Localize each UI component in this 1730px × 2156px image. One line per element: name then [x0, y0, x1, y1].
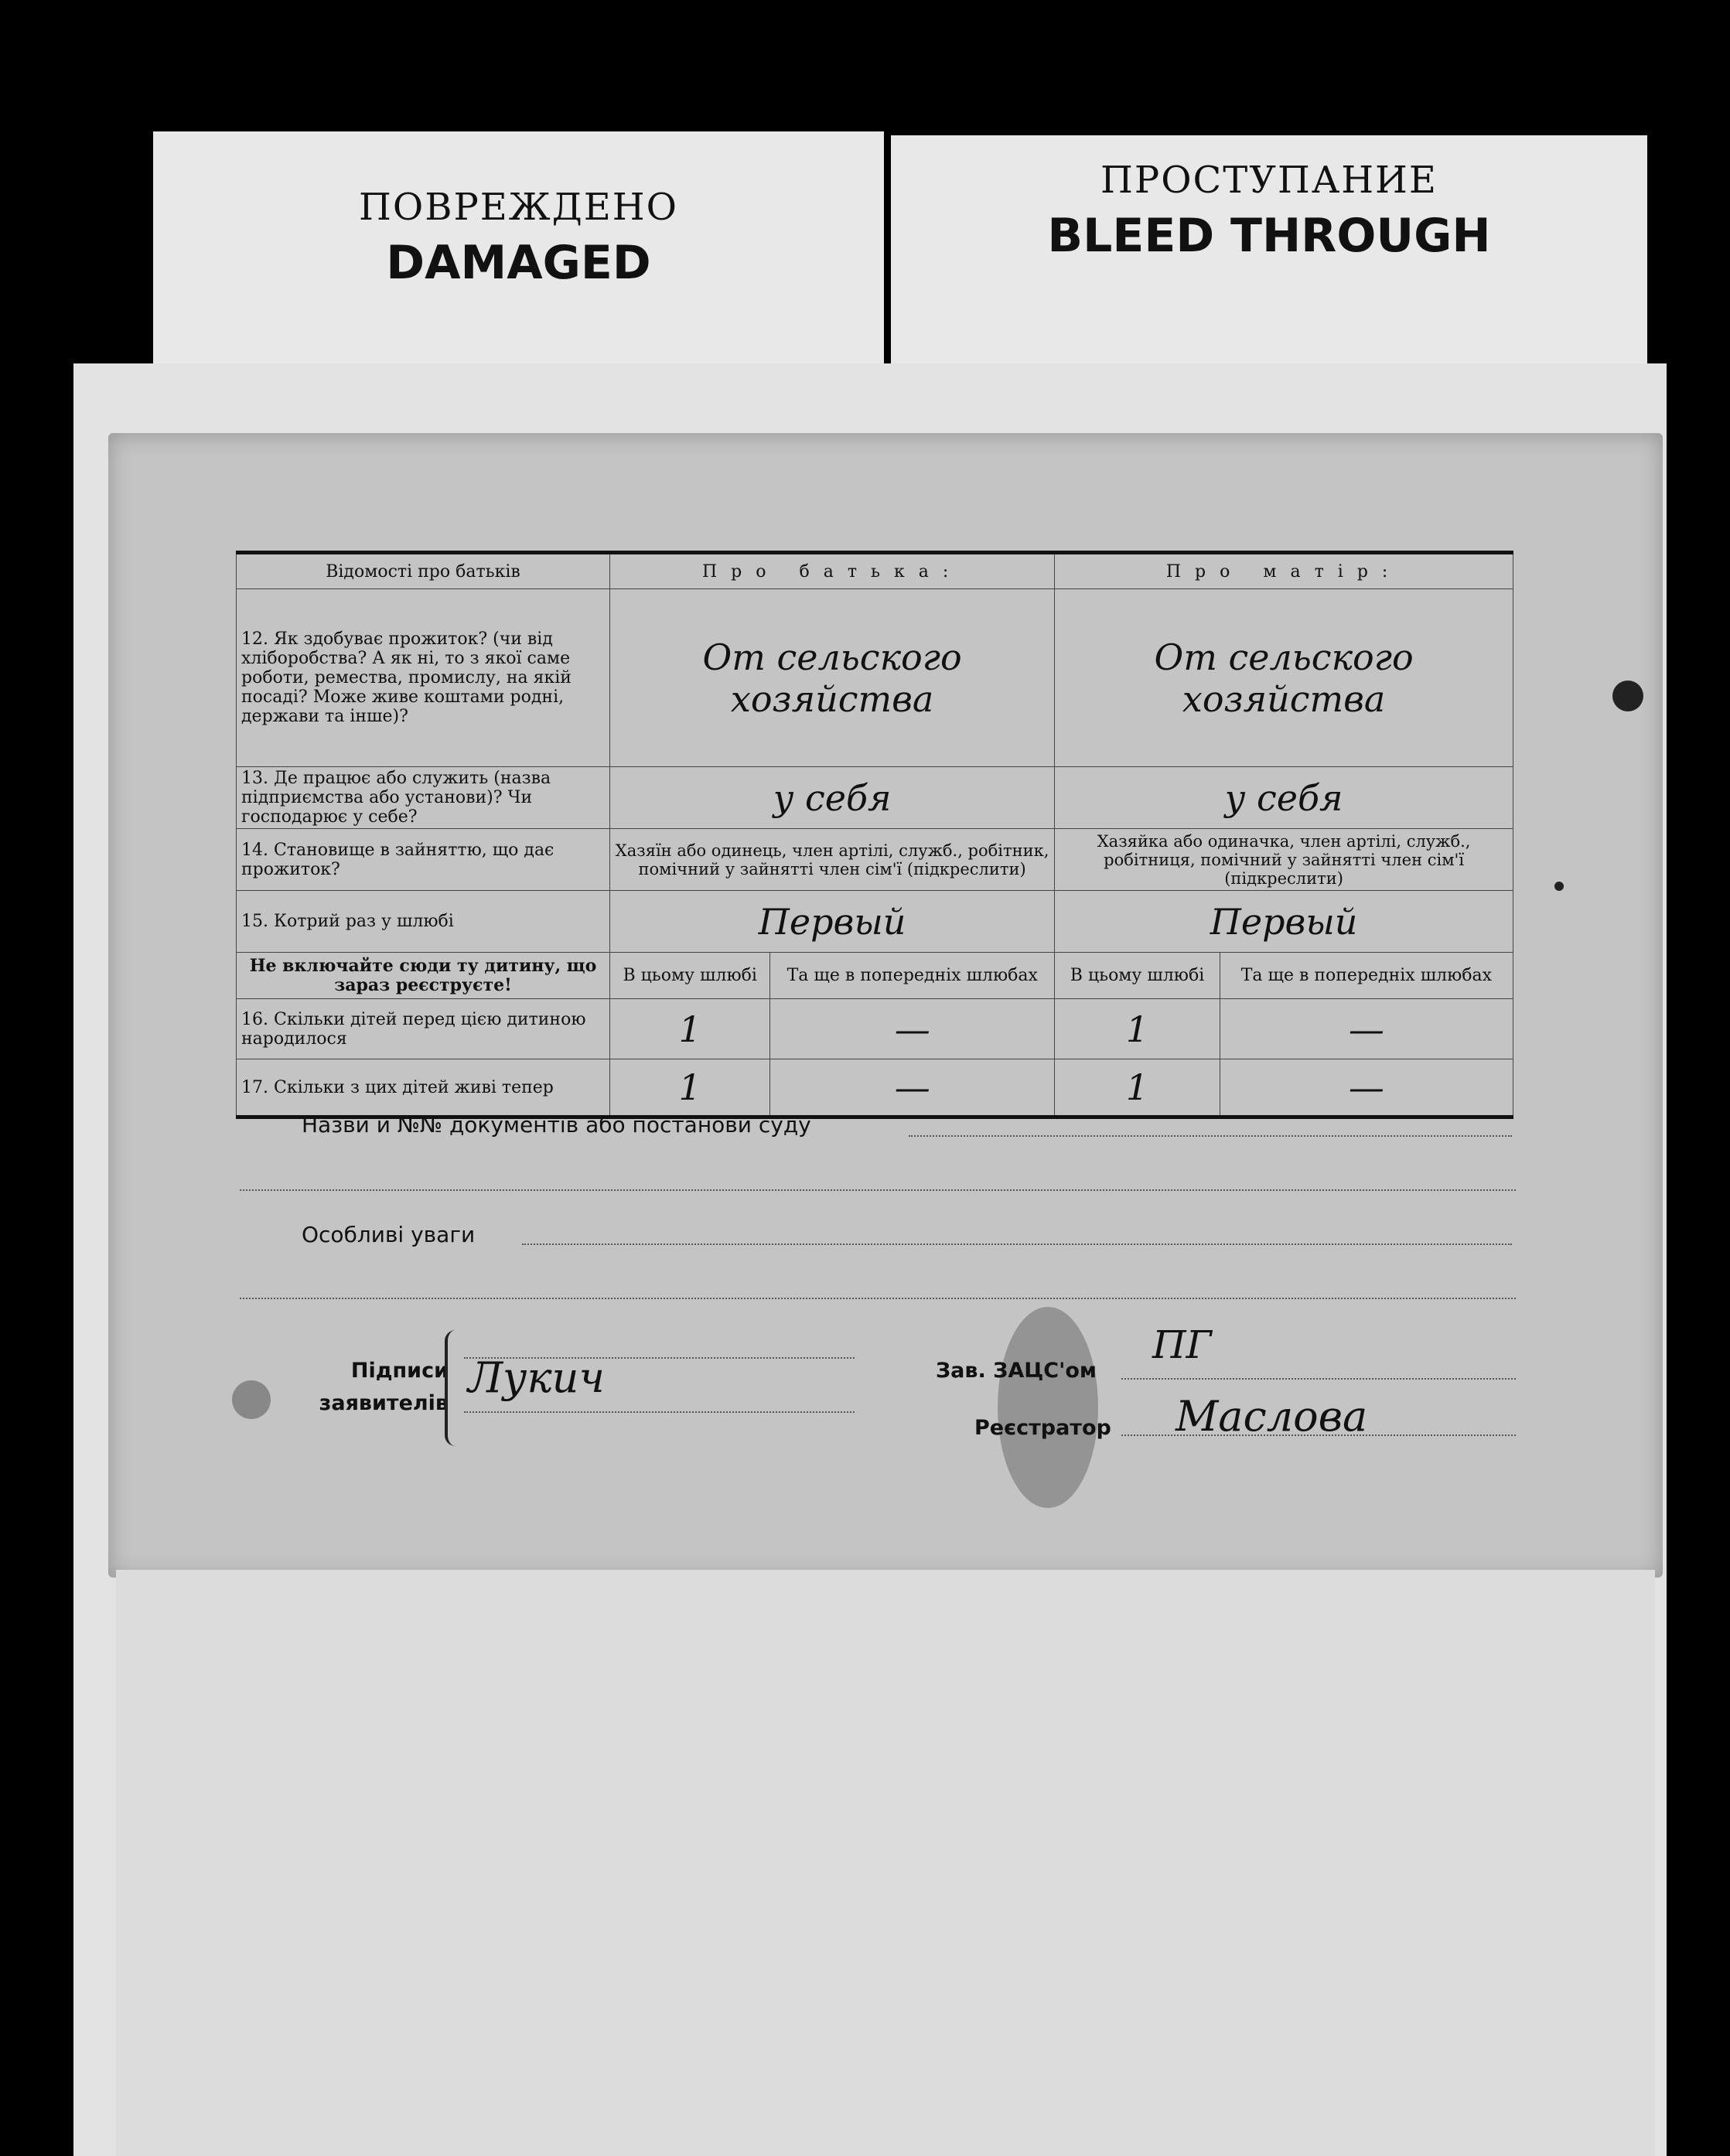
damaged-card [153, 131, 884, 387]
applicants-brace [445, 1330, 456, 1446]
registrar-label: Реєстратор [974, 1416, 1111, 1440]
applicant-line-2 [464, 1411, 855, 1413]
row15-mother: Первый [1055, 891, 1513, 953]
row13-mother: у себя [1055, 767, 1513, 829]
row12-father: От сельского хозяйства [610, 589, 1055, 767]
subheader-mother-previous: Та ще в попередніх шлюбах [1220, 953, 1513, 999]
form-lower-sheet [116, 1570, 1655, 2156]
row13-father: у себя [610, 767, 1055, 829]
row13-label: 13. Де працює або служить (назва підприємства або установи)? Чи господарює у себе? [237, 767, 610, 829]
row17-mother-this: 1 [1055, 1059, 1220, 1117]
applicants-label-line2: заявителів [319, 1391, 449, 1415]
damaged-card-en: DAMAGED [386, 236, 651, 290]
applicants-label [278, 1355, 449, 1420]
row14-father: Хазяїн або одинець, член артілі, служб., робітник, помічний у зайнятті член сім'ї (підкреслити) [610, 829, 1055, 891]
head-label: Зав. ЗАЦС'ом [936, 1359, 1097, 1383]
row16-mother-this: 1 [1055, 999, 1220, 1059]
stain-2 [232, 1380, 271, 1419]
remarks-line [522, 1243, 1512, 1245]
stain-1 [1612, 681, 1643, 711]
head-signature: ПГ [1152, 1322, 1212, 1367]
subheader-mother-this: В цьому шлюбі [1055, 953, 1220, 999]
header-mother: Про матір: [1055, 553, 1513, 589]
bleed-card-ru: ПРОСТУПАНИЕ [1100, 159, 1438, 202]
damaged-card-ru: ПОВРЕЖДЕНО [358, 186, 679, 229]
row14-label: 14. Становище в зайняттю, що дає прожиток? [237, 829, 610, 891]
subheader-warning: Не включайте сюди ту дитину, що зараз реєструєте! [237, 953, 610, 999]
row16-father-this: 1 [610, 999, 770, 1059]
row12-mother: От сельского хозяйства [1055, 589, 1513, 767]
documents-line-2 [240, 1189, 1516, 1191]
row15-label: 15. Котрий раз у шлюбі [237, 891, 610, 953]
documents-line [909, 1135, 1512, 1137]
remarks-label: Особливі уваги [302, 1222, 476, 1247]
row14-mother: Хазяйка або одиначка, член артілі, служб., робітниця, помічний у зайнятті член сім'ї (підкреслити) [1055, 829, 1513, 891]
row17-mother-previous: — [1220, 1059, 1513, 1117]
parents-info-table [236, 551, 1513, 1119]
documents-label: Назви й №№ документів або постанови суду [302, 1112, 811, 1138]
applicant-signature: Лукич [468, 1353, 606, 1402]
remarks-line-2 [240, 1298, 1516, 1299]
row16-father-previous: — [770, 999, 1055, 1059]
row16-mother-previous: — [1220, 999, 1513, 1059]
bleed-card-en: BLEED THROUGH [1047, 209, 1491, 263]
stain-3 [1554, 882, 1564, 891]
registrar-line [1121, 1434, 1516, 1436]
registrar-signature: Маслова [1176, 1392, 1368, 1441]
row17-father-this: 1 [610, 1059, 770, 1117]
header-father: Про батька: [610, 553, 1055, 589]
head-line [1121, 1378, 1516, 1380]
header-label: Відомості про батьків [237, 553, 610, 589]
bleed-through-card [891, 135, 1647, 387]
stamp-mark [998, 1307, 1098, 1508]
applicants-label-line1: Підписи [350, 1359, 449, 1383]
subheader-father-previous: Та ще в попередніх шлюбах [770, 953, 1055, 999]
subheader-father-this: В цьому шлюбі [610, 953, 770, 999]
row16-label: 16. Скільки дітей перед цією дитиною народилося [237, 999, 610, 1059]
row17-label: 17. Скільки з цих дітей живі тепер [237, 1059, 610, 1117]
row15-father: Первый [610, 891, 1055, 953]
row17-father-previous: — [770, 1059, 1055, 1117]
applicant-line-1 [464, 1357, 855, 1359]
row12-label: 12. Як здобуває прожиток? (чи від хліборобства? А як ні, то з якої саме роботи, ремества, промислу, на якій посаді? Може живе коштами родні, держави та інше)? [237, 589, 610, 767]
